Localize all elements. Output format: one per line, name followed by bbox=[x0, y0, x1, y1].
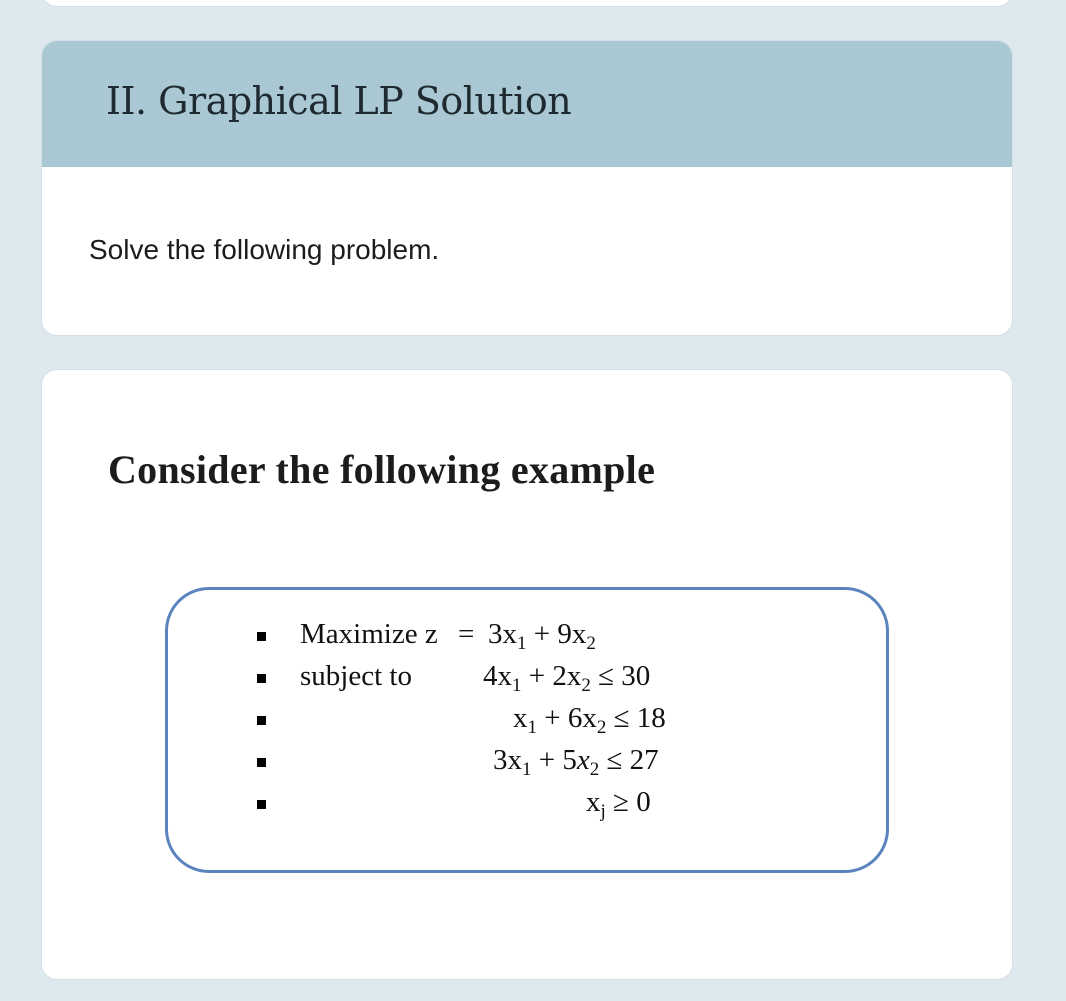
section-header bbox=[42, 41, 1012, 167]
bullet-icon bbox=[257, 716, 266, 725]
example-card bbox=[41, 369, 1013, 980]
constraint-3-expression: $3x_1 + 5x_2 \le 27$ bbox=[493, 744, 659, 780]
previous-card-bottom bbox=[41, 0, 1013, 7]
subject-to-label: subject to bbox=[300, 660, 412, 692]
section-title: II. Graphical LP Solution bbox=[106, 79, 572, 123]
bullet-icon bbox=[257, 674, 266, 683]
constraint-2-expression: $x_1 + 6x_2 \le 18$ bbox=[513, 702, 666, 738]
objective-expression: $3x_1 + 9x_2$ bbox=[488, 618, 596, 654]
example-title: Consider the following example bbox=[108, 447, 656, 492]
lp-problem-image bbox=[165, 587, 889, 873]
bullet-icon bbox=[257, 758, 266, 767]
section-card bbox=[41, 40, 1013, 336]
lp-line-constraint-2 bbox=[257, 702, 817, 738]
bullet-icon bbox=[257, 632, 266, 641]
constraint-1-expression: $4x_1 + 2x_2 \le 30$ bbox=[483, 660, 651, 696]
maximize-label: Maximize z bbox=[300, 618, 438, 650]
lp-line-objective bbox=[257, 618, 817, 654]
lp-line-constraint-1 bbox=[257, 660, 817, 696]
section-description: Solve the following problem. bbox=[89, 234, 440, 265]
lp-line-constraint-3 bbox=[257, 744, 817, 780]
objective-equals: = bbox=[458, 618, 475, 650]
bullet-icon bbox=[257, 800, 266, 809]
lp-line-nonnegativity bbox=[257, 786, 817, 822]
nonnegativity-expression: $x_j \ge 0$ bbox=[586, 786, 651, 822]
